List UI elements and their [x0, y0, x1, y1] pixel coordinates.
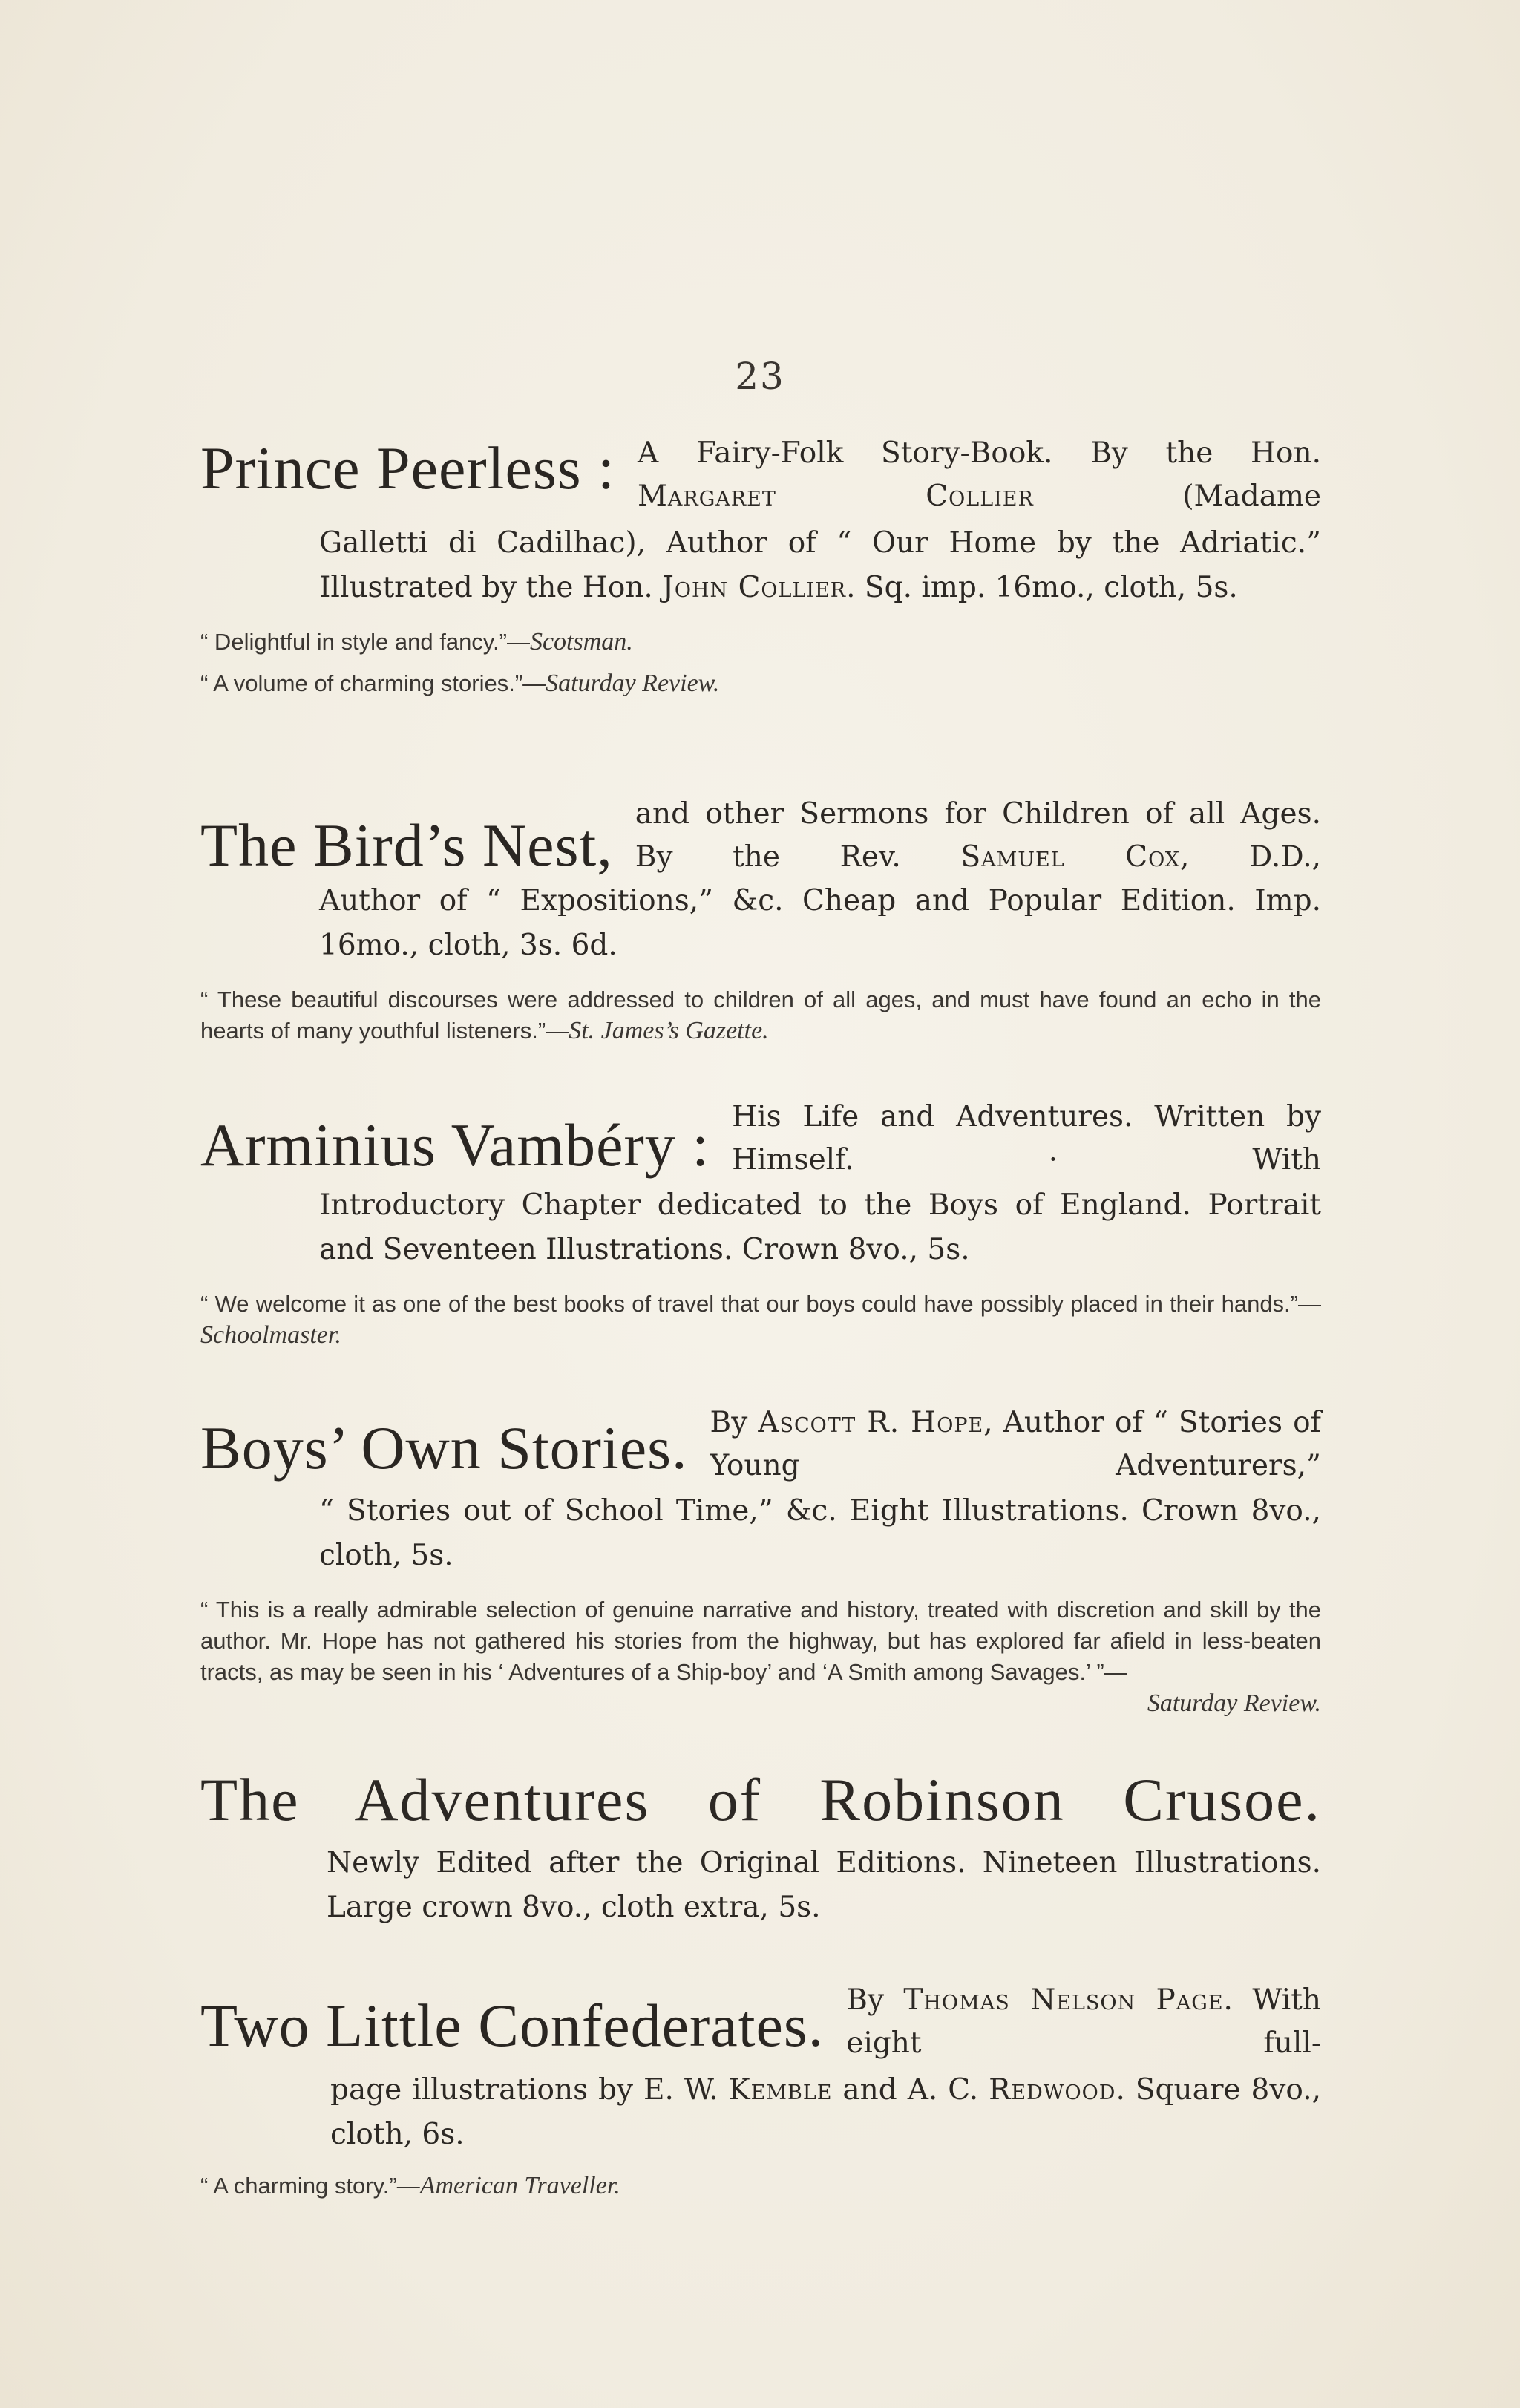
- review-quote: “ These beautiful discourses were addressed to children of all ages, and must have found an echo in the hearts of many youthful listeners.”—St. James’s Gazette.: [200, 987, 1321, 1044]
- review-source: Saturday Review.: [1147, 1689, 1321, 1717]
- book-entry-birds-nest: [200, 799, 1321, 1047]
- page-number: 23: [735, 355, 785, 398]
- review-quote: “ This is a really admirable selection of genuine narrative and history, treated with discretion and skill by the author. Mr. Hope has not gathered his stories from the highway, but has explored far afield in less-beaten tracts, as may be seen in his ‘ Adventures of a Ship-boy’ and ‘A Smith among Savages.’ ”—: [200, 1597, 1321, 1685]
- book-title: Prince Peerless :: [200, 434, 615, 502]
- book-title: Arminius Vambéry :: [200, 1111, 710, 1179]
- book-description: Newly Edited after the Original Editions. Nineteen Illustrations. Large crown 8vo., cloth extra, 5s.: [327, 1846, 1321, 1924]
- book-subtitle: By Ascott R. Hope, Author of “ Stories of Young Adventurers,”: [710, 1406, 1321, 1482]
- book-description: Galletti di Cadilhac), Author of “ Our Home by the Adriatic.” Illustrated by the Hon. John Collier. Sq. imp. 16mo., cloth, 5s.: [319, 526, 1321, 604]
- book-entry-boys-own-stories: [200, 1407, 1321, 1719]
- book-entry-two-little-confederates: [200, 1985, 1321, 2202]
- book-description: page illustrations by E. W. Kemble and A. C. Redwood. Square 8vo., cloth, 6s.: [330, 2073, 1321, 2151]
- review-quote: “ Delightful in style and fancy.”—Scotsman. “ A volume of charming stories.”—Saturday Review.: [200, 628, 720, 697]
- book-title: Two Little Confederates.: [200, 1992, 825, 2059]
- book-description: Introductory Chapter dedicated to the Boys of England. Portrait and Seventeen Illustrations. Crown 8vo., 5s.: [319, 1188, 1321, 1266]
- book-title: Boys’ Own Stories.: [200, 1414, 688, 1482]
- book-description: “ Stories out of School Time,” &c. Eight Illustrations. Crown 8vo., cloth, 5s.: [319, 1494, 1321, 1572]
- review-quote: “ We welcome it as one of the best books of travel that our boys could have possibly placed in their hands.”—Schoolmaster.: [200, 1291, 1321, 1349]
- book-title: The Adventures of Robinson Crusoe.: [200, 1766, 1321, 1833]
- book-subtitle: By Thomas Nelson Page. With eight full-: [846, 1983, 1321, 2060]
- review-quote: “ A charming story.”—American Traveller.: [200, 2172, 620, 2199]
- book-entry-robinson-crusoe: [200, 1766, 1321, 1930]
- book-title: The Bird’s Nest,: [200, 811, 613, 879]
- book-subtitle: A Fairy-Folk Story-Book. By the Hon. Margaret Collier (Madame: [637, 436, 1322, 513]
- book-entry-arminius-vambery: [200, 1102, 1321, 1351]
- book-entry-prince-peerless: [200, 434, 1322, 699]
- book-description: Author of “ Expositions,” &c. Cheap and Popular Edition. Imp. 16mo., cloth, 3s. 6d.: [319, 884, 1321, 962]
- book-subtitle: and other Sermons for Children of all Ages. By the Rev. Samuel Cox, D.D.,: [635, 797, 1321, 874]
- book-subtitle: His Life and Adventures. Written by Himself. · With: [732, 1100, 1321, 1177]
